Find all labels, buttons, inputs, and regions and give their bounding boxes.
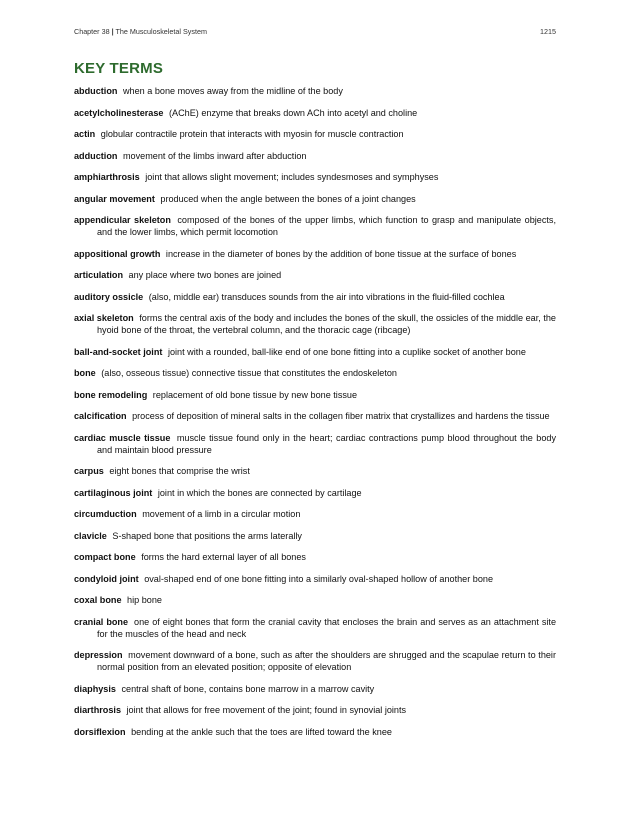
term-word: calcification <box>74 411 127 421</box>
term-word: dorsiflexion <box>74 726 126 737</box>
term-definition: eight bones that comprise the wrist <box>109 466 250 476</box>
term-word: appendicular skeleton <box>74 215 171 225</box>
term-definition: increase in the diameter of bones by the addition of bone tissue at the surface of bones <box>165 248 517 259</box>
glossary-entry <box>74 465 556 477</box>
term-word: carpus <box>74 466 104 476</box>
term-word: diarthrosis <box>74 705 121 715</box>
term-word: articulation <box>74 270 124 280</box>
glossary-entry <box>74 551 556 563</box>
glossary-entry <box>74 214 556 238</box>
term-word: diaphysis <box>74 683 116 694</box>
term-definition: central shaft of bone, contains bone marrow in a marrow cavity <box>121 683 375 694</box>
term-word: adduction <box>74 150 118 161</box>
term-word: acetylcholinesterase <box>74 107 164 118</box>
glossary-entry <box>74 389 556 401</box>
glossary-entry <box>74 107 556 119</box>
term-word: coxal bone <box>74 595 122 605</box>
term-word: abduction <box>74 86 118 96</box>
term-definition: movement of a limb in a circular motion <box>142 509 301 519</box>
term-definition: produced when the angle between the bones of a joint changes <box>160 193 416 204</box>
glossary-entry <box>74 171 556 183</box>
term-definition: (also, osseous tissue) connective tissue that constitutes the endoskeleton <box>101 368 397 378</box>
term-word: angular movement <box>74 193 155 204</box>
running-header <box>74 27 556 36</box>
term-definition: composed of the bones of the upper limbs, which function to grasp and manipulate objects, and the lower limbs, which permit locomotion <box>97 215 556 237</box>
term-word: cardiac muscle tissue <box>74 432 171 443</box>
header-separator: | <box>111 27 114 36</box>
glossary-entry <box>74 704 556 716</box>
term-definition: replacement of old bone tissue by new bone tissue <box>152 389 358 400</box>
glossary-entry <box>74 530 556 542</box>
term-word: appositional growth <box>74 248 161 259</box>
glossary-entry <box>74 726 556 738</box>
term-definition: joint with a rounded, ball-like end of one bone fitting into a cuplike socket of another bone <box>167 346 526 357</box>
glossary-entry <box>74 291 556 303</box>
term-word: amphiarthrosis <box>74 172 140 182</box>
term-word: condyloid joint <box>74 573 139 584</box>
term-definition: when a bone moves away from the midline of the body <box>122 86 343 96</box>
glossary-entry <box>74 573 556 585</box>
glossary-entry <box>74 346 556 358</box>
term-definition: S-shaped bone that positions the arms laterally <box>112 530 302 541</box>
term-definition: any place where two bones are joined <box>128 270 282 280</box>
key-terms-list <box>74 85 556 747</box>
term-word: auditory ossicle <box>74 291 144 302</box>
term-word: actin <box>74 129 96 139</box>
chapter-label <box>74 27 207 36</box>
glossary-entry <box>74 85 556 97</box>
glossary-entry <box>74 649 556 673</box>
glossary-entry <box>74 594 556 606</box>
glossary-entry <box>74 150 556 162</box>
term-definition: forms the central axis of the body and includes the bones of the skull, the ossicles of the middle ear, the hyoid bone of the throat, the vertebral column, and the thoracic cage (ribcage) <box>97 313 556 335</box>
glossary-entry <box>74 487 556 499</box>
glossary-entry <box>74 312 556 336</box>
term-definition: process of deposition of mineral salts in the collagen fiber matrix that crystallizes and hardens the tissue <box>132 411 550 421</box>
chapter-number: Chapter 38 <box>74 27 110 36</box>
term-word: cranial bone <box>74 616 129 627</box>
term-definition: bending at the ankle such that the toes are lifted toward the knee <box>131 726 392 737</box>
glossary-entry <box>74 616 556 640</box>
term-definition: forms the hard external layer of all bones <box>141 552 306 562</box>
glossary-entry <box>74 193 556 205</box>
glossary-entry <box>74 683 556 695</box>
section-title: KEY TERMS <box>74 60 164 77</box>
term-word: circumduction <box>74 509 137 519</box>
glossary-entry <box>74 410 556 422</box>
term-word: axial skeleton <box>74 313 134 323</box>
term-definition: hip bone <box>127 595 162 605</box>
term-definition: (also, middle ear) transduces sounds from the air into vibrations in the fluid-filled cochlea <box>148 291 505 302</box>
chapter-title: The Musculoskeletal System <box>115 27 207 36</box>
term-word: cartilaginous joint <box>74 487 153 498</box>
page-number: 1215 <box>540 27 556 36</box>
term-word: bone <box>74 368 96 378</box>
term-definition: movement downward of a bone, such as after the shoulders are shrugged and the scapulae return to their normal position from an elevated position; opposite of elevation <box>97 650 556 672</box>
glossary-entry <box>74 248 556 260</box>
term-word: compact bone <box>74 552 136 562</box>
term-definition: movement of the limbs inward after abduction <box>122 150 307 161</box>
glossary-entry <box>74 367 556 379</box>
term-definition: one of eight bones that form the cranial cavity that encloses the brain and serves as an attachment site for the muscles of the head and neck <box>97 616 556 639</box>
glossary-entry <box>74 508 556 520</box>
glossary-entry <box>74 128 556 140</box>
term-definition: joint in which the bones are connected by cartilage <box>157 487 362 498</box>
term-definition: oval-shaped end of one bone fitting into a similarly oval-shaped hollow of another bone <box>144 573 494 584</box>
term-definition: joint that allows for free movement of the joint; found in synovial joints <box>126 705 407 715</box>
glossary-entry <box>74 269 556 281</box>
glossary-entry <box>74 432 556 456</box>
term-word: ball-and-socket joint <box>74 346 163 357</box>
term-definition: globular contractile protein that interacts with myosin for muscle contraction <box>100 129 404 139</box>
term-definition: muscle tissue found only in the heart; cardiac contractions pump blood throughout the body and maintain blood pressure <box>97 432 556 455</box>
term-definition: (AChE) enzyme that breaks down ACh into acetyl and choline <box>169 107 418 118</box>
term-word: clavicle <box>74 530 107 541</box>
term-word: bone remodeling <box>74 389 148 400</box>
term-definition: joint that allows slight movement; includes syndesmoses and symphyses <box>145 172 439 182</box>
term-word: depression <box>74 650 123 660</box>
